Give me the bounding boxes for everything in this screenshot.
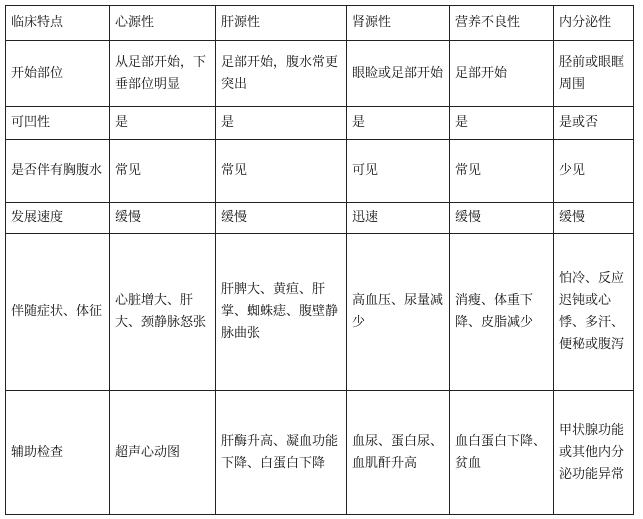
table-cell: 常见 [216, 140, 347, 203]
row-label: 可凹性 [6, 107, 110, 140]
header-cell: 内分泌性 [554, 6, 634, 41]
table-cell: 缓慢 [450, 203, 554, 234]
table-row [6, 234, 634, 391]
table-header-row [6, 6, 634, 41]
table-cell: 缓慢 [216, 203, 347, 234]
header-cell: 肾源性 [347, 6, 450, 41]
header-cell: 营养不良性 [450, 6, 554, 41]
table-cell: 血白蛋白下降、贫血 [450, 391, 554, 515]
row-label: 辅助检查 [6, 391, 110, 515]
table-cell: 是或否 [554, 107, 634, 140]
table-row [6, 41, 634, 107]
table-cell: 足部开始 [450, 41, 554, 107]
table-cell: 怕冷、反应迟钝或心悸、多汗、便秘或腹泻 [554, 234, 634, 391]
row-label: 伴随症状、体征 [6, 234, 110, 391]
table-cell: 高血压、尿量减少 [347, 234, 450, 391]
table-cell: 迅速 [347, 203, 450, 234]
table-row [6, 203, 634, 234]
table-cell: 是 [450, 107, 554, 140]
table-cell: 血尿、蛋白尿、血肌酐升高 [347, 391, 450, 515]
table-cell: 可见 [347, 140, 450, 203]
table-cell: 常见 [450, 140, 554, 203]
row-label: 是否伴有胸腹水 [6, 140, 110, 203]
table-cell: 心脏增大、肝大、颈静脉怒张 [110, 234, 216, 391]
edema-comparison-table [5, 5, 634, 515]
table-cell: 少见 [554, 140, 634, 203]
table-cell: 是 [110, 107, 216, 140]
table-cell: 足部开始，腹水常更突出 [216, 41, 347, 107]
table-cell: 肝酶升高、凝血功能下降、白蛋白下降 [216, 391, 347, 515]
table-row [6, 140, 634, 203]
header-cell: 临床特点 [6, 6, 110, 41]
table-row [6, 391, 634, 515]
table-cell: 缓慢 [554, 203, 634, 234]
table-cell: 是 [347, 107, 450, 140]
table-cell: 消瘦、体重下降、皮脂减少 [450, 234, 554, 391]
table-cell: 缓慢 [110, 203, 216, 234]
row-label: 开始部位 [6, 41, 110, 107]
table-cell: 胫前或眼眶周围 [554, 41, 634, 107]
header-cell: 肝源性 [216, 6, 347, 41]
table-cell: 从足部开始，下垂部位明显 [110, 41, 216, 107]
table-cell: 是 [216, 107, 347, 140]
table-cell: 超声心动图 [110, 391, 216, 515]
table-cell: 常见 [110, 140, 216, 203]
table-cell: 肝脾大、黄疸、肝掌、蜘蛛痣、腹壁静脉曲张 [216, 234, 347, 391]
table-cell: 甲状腺功能或其他内分泌功能异常 [554, 391, 634, 515]
header-cell: 心源性 [110, 6, 216, 41]
table-row [6, 107, 634, 140]
table-cell: 眼睑或足部开始 [347, 41, 450, 107]
row-label: 发展速度 [6, 203, 110, 234]
